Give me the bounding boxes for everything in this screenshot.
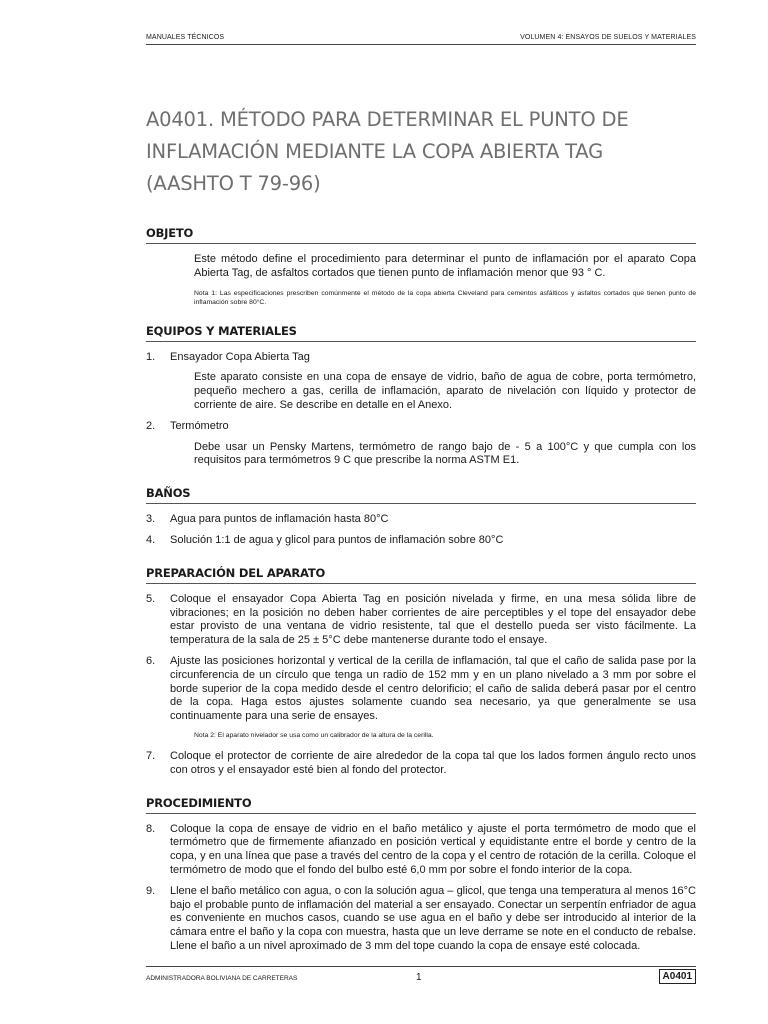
list-item [146,823,696,878]
section-objeto [146,226,696,307]
list-item [146,534,696,548]
document-code-box: A0401 [659,969,696,984]
section-equipos [146,324,696,469]
document-body [146,104,696,961]
item-number: 8. [146,822,156,835]
item-text: Solución 1:1 de agua y glicol para puntos de inflamación sobre 80°C [170,533,504,546]
list-item [146,885,696,954]
item-text: Agua para puntos de inflamación hasta 80°C [170,513,389,526]
preparacion-note: Nota 2: El aparato nivelador se usa como un calibrador de la altura de la cerilla. [194,731,434,739]
objeto-note: Nota 1: Las especificaciones prescriben comúnmente el método de la copa abierta Cleveland para cementos asfálticos y asfaltos cortados que tienen punto de inflamación sobre 80°C. [194,289,696,306]
item-detail: Este aparato consiste en una copa de ensaye de vidrio, baño de agua de cobre, porta termómetro, pequeño mechero a gas, cerilla de inflamación, aparato de nivelación con líquido y protector de corriente de aire. Se describe en detalle en el Anexo. [194,371,696,411]
section-heading-preparacion: PREPARACIÓN DEL APARATO [146,566,696,584]
footer-left-text: ADMINISTRADORA BOLIVIANA DE CARRETERAS [146,975,298,982]
objeto-text: Este método define el procedimiento para determinar el punto de inflamación por el aparato Copa Abierta Tag, de asfaltos cortados que tienen punto de inflamación menor que 93 ° C. [194,253,696,279]
list-item [146,655,696,724]
list-item [146,420,696,468]
section-heading-equipos: EQUIPOS Y MATERIALES [146,324,696,342]
item-title: Ensayador Copa Abierta Tag [170,350,310,363]
item-text: Coloque el ensayador Copa Abierta Tag en posición nivelada y firme, en una mesa sólida libre de vibraciones; en la posición no deben haber corrientes de aire perceptibles y el tope del ensayador debe estar provisto de una ventana de vidrio resistente, tal que el destello pueda ser visto fácilmente. La temperatura de la sala de 25 ± 5°C debe mantenerse durante todo el ensaye. [170,592,696,647]
list-item [146,750,696,778]
list-item [146,351,696,413]
section-heading-banos: BAÑOS [146,486,696,504]
header-left-text: MANUALES TÉCNICOS [146,34,225,41]
item-number: 7. [146,749,156,762]
section-heading-procedimiento: PROCEDIMIENTO [146,796,696,814]
item-text: Coloque la copa de ensaye de vidrio en el baño metálico y ajuste el porta termómetro de modo que el termómetro que de firmemente afianzado en posición vertical y equidistante entre el borde y centro de la copa, y en una línea que pase a través del centro de la copa y el centro de rotación de la cerilla. Coloque el termómetro de modo que el fondo del bulbo esté 6,0 mm por sobre el fondo interior de la copa. [170,822,696,876]
item-number: 1. [146,350,156,363]
page-header [146,32,696,45]
list-item [146,513,696,527]
header-right-text: VOLUMEN 4: ENSAYOS DE SUELOS Y MATERIALES [520,34,696,41]
section-heading-objeto: OBJETO [146,226,696,244]
section-preparacion [146,566,696,778]
item-number: 6. [146,654,156,667]
section-banos [146,486,696,548]
item-text: Llene el baño metálico con agua, o con la solución agua – glicol, que tenga una temperatura al menos 16°C bajo el probable punto de inflamación del material a ser ensayado. Conectar un serpentín enfriador de agua es conveniente en muchos casos, cuando se use agua en el baño y debe ser introducido al interior de la cámara entre el baño y la copa con muestra, hasta que un leve derrame se note en el conducto de rebalse. Llene el baño a un nivel aproximado de 3 mm del tope cuando la copa de ensaye esté colocada. [170,884,696,952]
section-procedimiento [146,796,696,954]
item-number: 9. [146,884,156,897]
item-text: Coloque el protector de corriente de aire alrededor de la copa tal que los lados formen ángulo recto unos con otros y el ensayador esté bien al fondo del protector. [170,749,696,776]
item-number: 2. [146,419,156,432]
document-title: A0401. MÉTODO PARA DETERMINAR EL PUNTO DE INFLAMACIÓN MEDIANTE LA COPA ABIERTA TAG (AASHTO T 79-96) [146,108,629,195]
item-number: 5. [146,592,156,605]
item-number: 4. [146,533,156,546]
item-text: Ajuste las posiciones horizontal y vertical de la cerilla de inflamación, tal que el caño de salida pase por la circunferencia de un círculo que tenga un radio de 152 mm y en un plano nivelado a 3 mm por sobre el borde superior de la copa medido desde el centro delorificio; el caño de salida deberá pasar por el centro de la copa. Haga estos ajustes solamente cuando sea necesario, ya que generalmente se usa continuamente para una serie de ensayes. [170,654,696,723]
item-title: Termómetro [170,419,229,432]
list-item [146,593,696,648]
page-number: 1 [416,972,422,983]
item-detail: Debe usar un Pensky Martens, termómetro de rango bajo de - 5 a 100°C y que cumpla con los requisitos para termómetros 9 C que prescribe la norma ASTM E1. [194,440,696,467]
item-number: 3. [146,513,156,526]
page-footer [146,966,696,985]
